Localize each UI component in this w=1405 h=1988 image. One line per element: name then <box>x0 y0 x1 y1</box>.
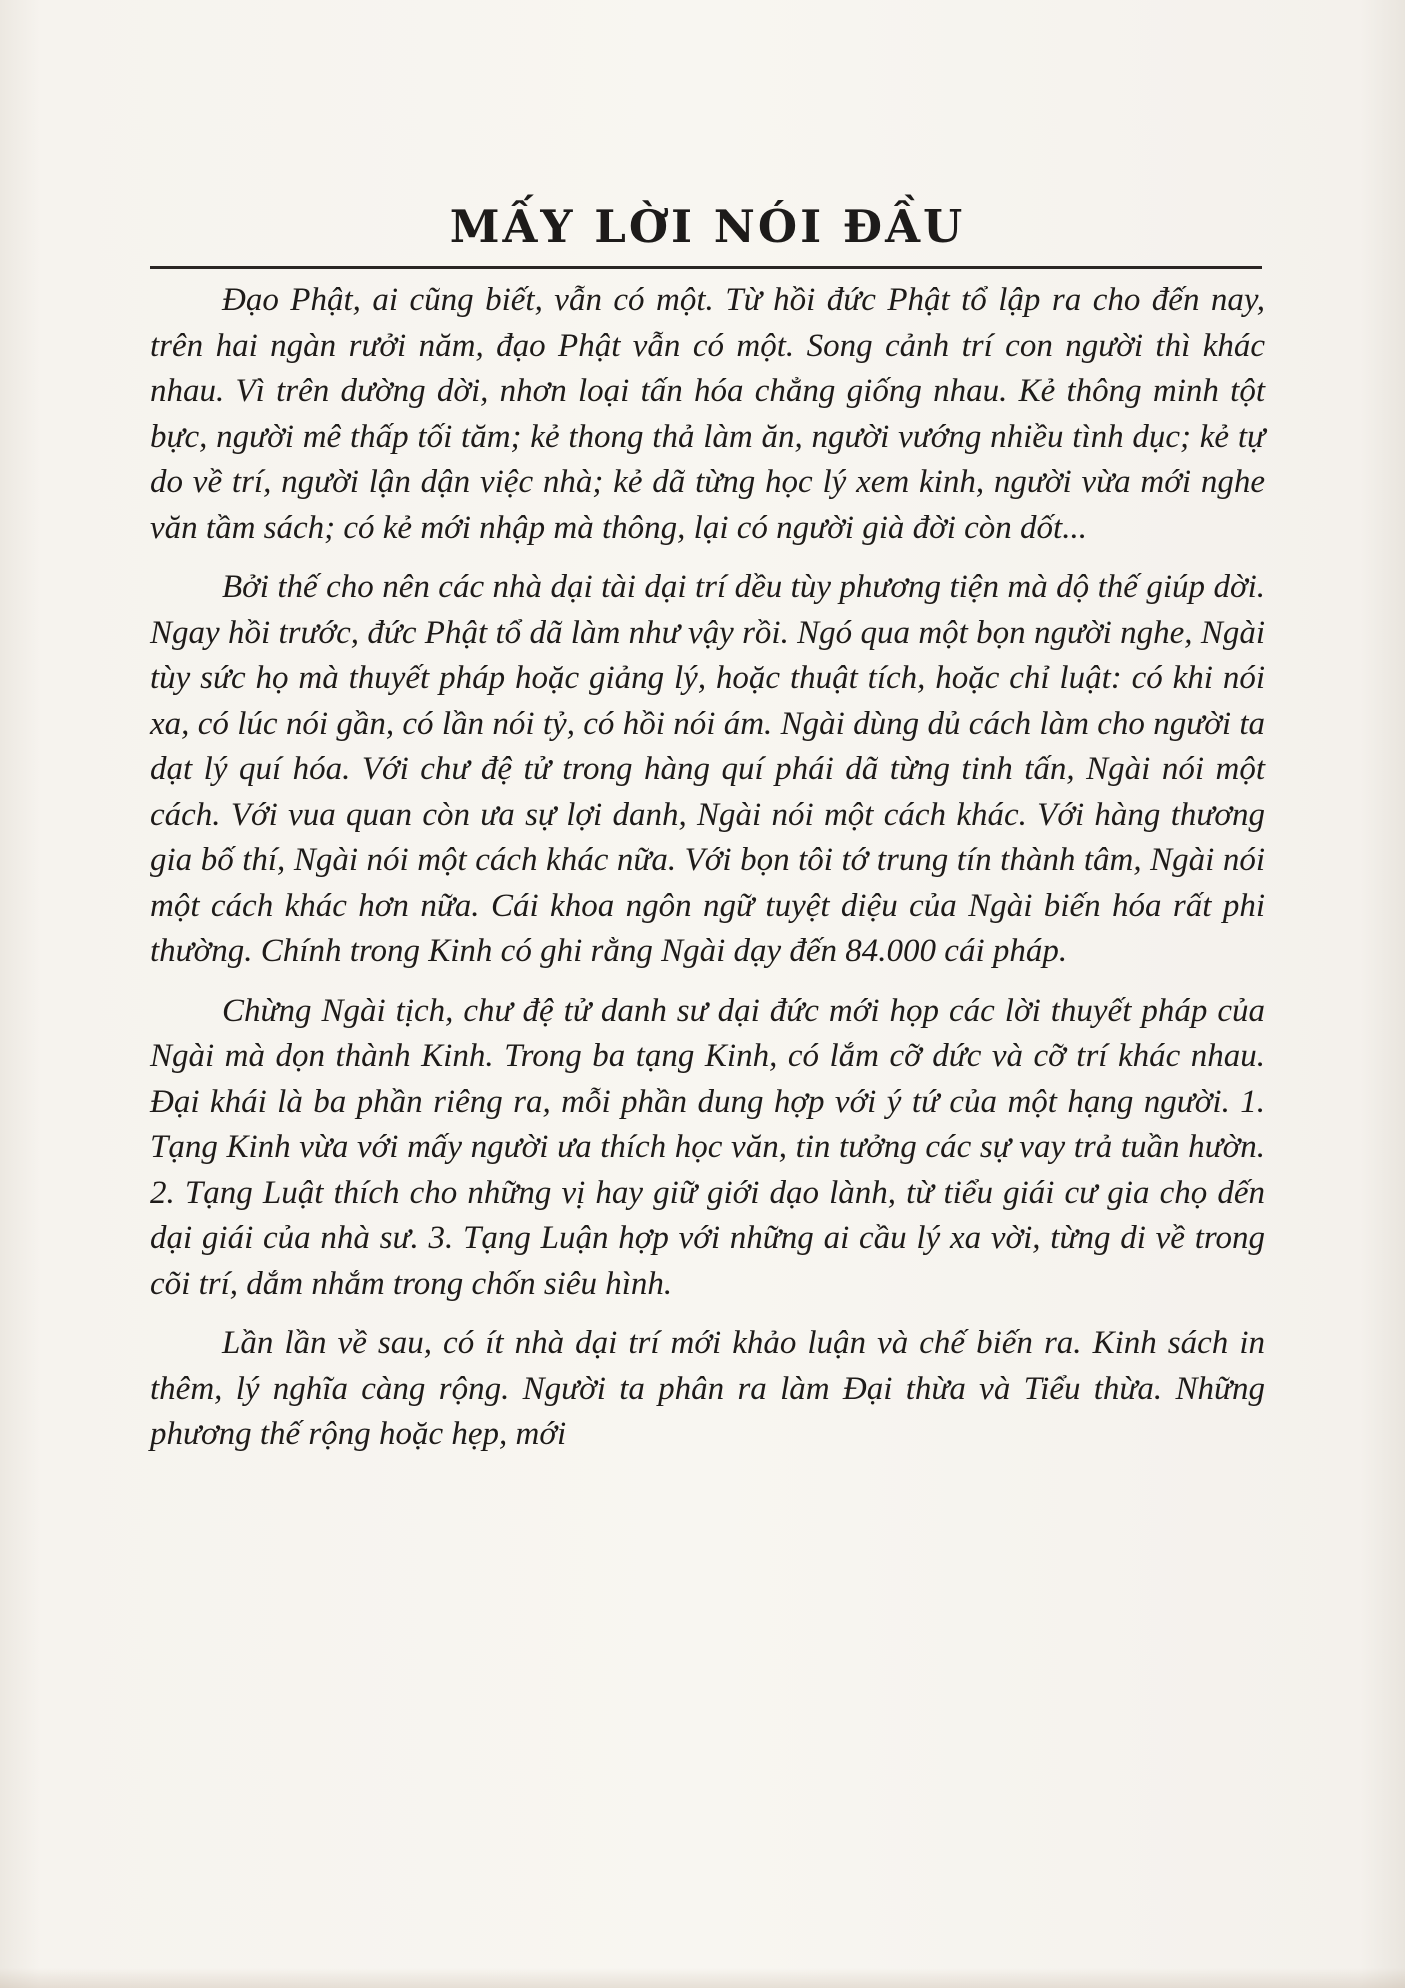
paragraph-2: Bởi thế cho nên các nhà dại tài dại trí dều tùy phương tiện mà dộ thế giúp dời. Ngay hồi trước, đức Phật tổ dã làm như vậy rồi. Ngó qua một bọn người nghe, Ngài tùy sức họ mà thuyết pháp hoặc giảng lý, hoặc thuật tích, hoặc chỉ luật: có khi nói xa, có lúc nói gần, có lần nói tỷ, có hồi nói ám. Ngài dùng dủ cách làm cho người ta dạt lý quí hóa. Với chư đệ tử trong hàng quí phái dã từng tinh tấn, Ngài nói một cách. Với vua quan còn ưa sự lợi danh, Ngài nói một cách khác. Với hàng thương gia bố thí, Ngài nói một cách khác nữa. Với bọn tôi tớ trung tín thành tâm, Ngài nói một cách khác hơn nữa. Cái khoa ngôn ngữ tuyệt diệu của Ngài biến hóa rất phi thường. Chính trong Kinh có ghi rằng Ngài dạy đến 84.000 cái pháp. <box>150 569 1265 969</box>
paragraph-1: Đạo Phật, ai cũng biết, vẫn có một. Từ hồi đức Phật tổ lập ra cho đến nay, trên hai ngàn rưởi năm, đạo Phật vẫn có một. Song cảnh trí con người thì khác nhau. Vì trên dường dời, nhơn loại tấn hóa chẳng giống nhau. Kẻ thông minh tột bực, người mê thấp tối tăm; kẻ thong thả làm ăn, người vướng nhiều tình dục; kẻ tự do về trí, người lận dận việc nhà; kẻ dã từng học lý xem kinh, người vừa mới nghe văn tầm sách; có kẻ mới nhập mà thông, lại có người già đời còn dốt... <box>150 282 1265 546</box>
page-bottom-edge <box>0 1968 1405 1988</box>
body-text <box>150 278 1265 1472</box>
paragraph-4: Lần lần về sau, có ít nhà dại trí mới khảo luận và chế biến ra. Kinh sách in thêm, lý nghĩa càng rộng. Người ta phân ra làm Đại thừa và Tiểu thừa. Những phương thế rộng hoặc hẹp, mới <box>150 1325 1265 1452</box>
title-underline <box>150 266 1262 269</box>
paragraph-3: Chừng Ngài tịch, chư đệ tử danh sư dại đức mới họp các lời thuyết pháp của Ngài mà dọn thành Kinh. Trong ba tạng Kinh, có lắm cỡ dức và cỡ trí khác nhau. Đại khái là ba phần riêng ra, mỗi phần dung hợp với ý tứ của một hạng người. 1. Tạng Kinh vừa với mấy người ưa thích học văn, tin tưởng các sự vay trả tuần hườn. 2. Tạng Luật thích cho những vị hay giữ giới dạo lành, từ tiểu giái cư gia chọ dến dại giái của nhà sư. 3. Tạng Luận hợp với những ai cầu lý xa vời, từng di về trong cõi trí, dắm nhắm trong chốn siêu hình. <box>150 992 1265 1302</box>
page-title: MẤY LỜI NÓI ĐẦU <box>449 200 966 253</box>
